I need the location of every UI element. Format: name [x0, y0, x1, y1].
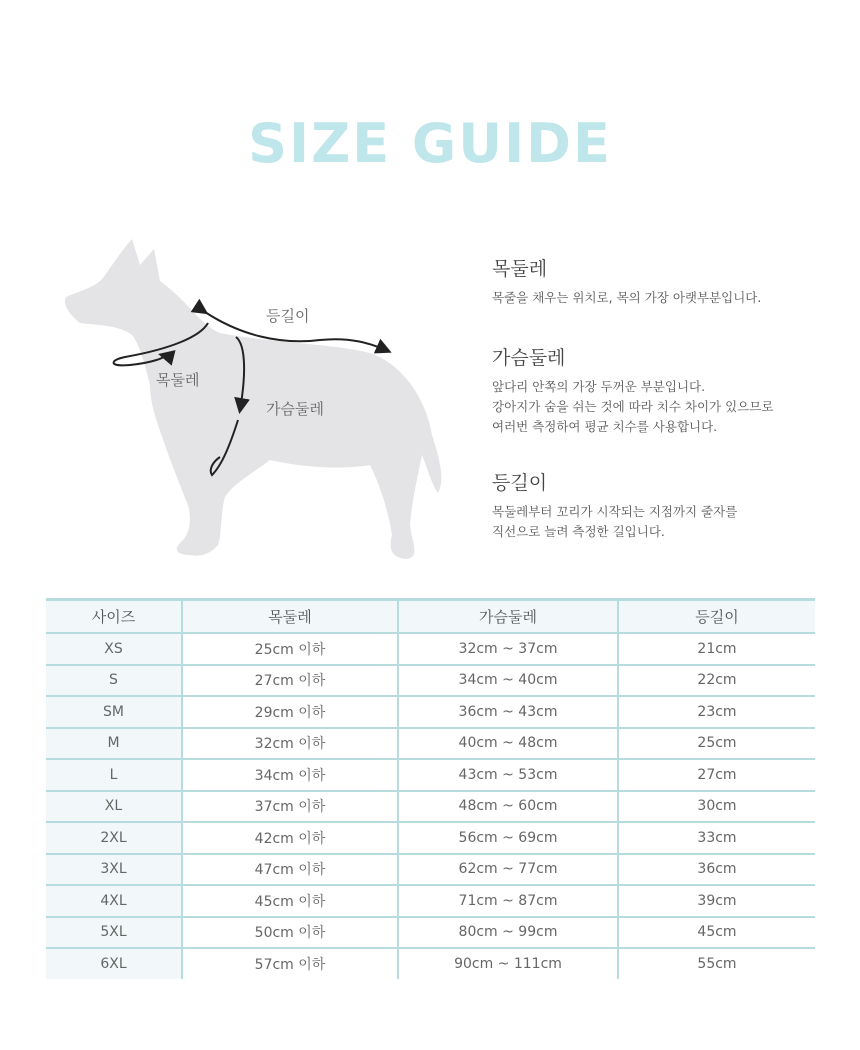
neck-cell: 25cm 이하: [182, 633, 398, 665]
size-table: [46, 598, 815, 979]
description-neck: [492, 256, 832, 308]
neck-cell: 47cm 이하: [182, 854, 398, 886]
size-cell: 4XL: [46, 885, 182, 917]
description-chest: [492, 345, 832, 437]
description-line: 직선으로 늘려 측정한 길입니다.: [492, 524, 665, 539]
back-length-cell: 22cm: [618, 665, 815, 697]
back-length-cell: 33cm: [618, 822, 815, 854]
chest-cell: 34cm ~ 40cm: [398, 665, 618, 697]
size-cell: 3XL: [46, 854, 182, 886]
chest-cell: 43cm ~ 53cm: [398, 759, 618, 791]
table-row: [46, 696, 815, 728]
neck-cell: 50cm 이하: [182, 917, 398, 949]
header-neck: 목둘레: [182, 600, 398, 634]
size-cell: M: [46, 728, 182, 760]
description-line: 목둘레부터 꼬리가 시작되는 지점까지 줄자를: [492, 504, 738, 519]
size-cell: XS: [46, 633, 182, 665]
table-row: [46, 854, 815, 886]
dog-silhouette: [65, 239, 441, 559]
chest-cell: 48cm ~ 60cm: [398, 791, 618, 823]
description-line: 강아지가 숨을 쉬는 것에 따라 치수 차이가 있으므로: [492, 399, 774, 414]
size-cell: 6XL: [46, 948, 182, 979]
diagram-label-chest: 가슴둘레: [266, 400, 324, 418]
chest-cell: 62cm ~ 77cm: [398, 854, 618, 886]
back-length-cell: 25cm: [618, 728, 815, 760]
neck-cell: 57cm 이하: [182, 948, 398, 979]
back-length-cell: 55cm: [618, 948, 815, 979]
dog-measurement-diagram: [40, 225, 460, 575]
description-heading: 등길이: [492, 472, 548, 494]
diagram-label-back-length: 등길이: [266, 307, 310, 325]
neck-cell: 34cm 이하: [182, 759, 398, 791]
chest-cell: 71cm ~ 87cm: [398, 885, 618, 917]
description-line: 여러번 측정하여 평균 치수를 사용합니다.: [492, 419, 718, 434]
back-length-cell: 36cm: [618, 854, 815, 886]
chest-cell: 90cm ~ 111cm: [398, 948, 618, 979]
back-length-cell: 45cm: [618, 917, 815, 949]
size-cell: 2XL: [46, 822, 182, 854]
page-title: SIZE GUIDE: [248, 112, 612, 175]
chest-cell: 32cm ~ 37cm: [398, 633, 618, 665]
description-heading: 가슴둘레: [492, 347, 566, 369]
size-cell: SM: [46, 696, 182, 728]
chest-cell: 80cm ~ 99cm: [398, 917, 618, 949]
table-row: [46, 633, 815, 665]
neck-cell: 42cm 이하: [182, 822, 398, 854]
description-back-length: [492, 470, 832, 542]
table-row: [46, 885, 815, 917]
size-cell: XL: [46, 791, 182, 823]
description-line: 목줄을 채우는 위치로, 목의 가장 아랫부분입니다.: [492, 290, 762, 305]
chest-cell: 40cm ~ 48cm: [398, 728, 618, 760]
neck-cell: 32cm 이하: [182, 728, 398, 760]
table-row: [46, 917, 815, 949]
table-body: [46, 633, 815, 979]
table-row: [46, 791, 815, 823]
back-length-cell: 21cm: [618, 633, 815, 665]
neck-cell: 29cm 이하: [182, 696, 398, 728]
header-chest: 가슴둘레: [398, 600, 618, 634]
neck-cell: 37cm 이하: [182, 791, 398, 823]
neck-cell: 45cm 이하: [182, 885, 398, 917]
table-row: [46, 759, 815, 791]
description-heading: 목둘레: [492, 258, 548, 280]
table-row: [46, 728, 815, 760]
table-row: [46, 665, 815, 697]
dog-silhouette-illustration: [40, 225, 460, 575]
back-length-cell: 39cm: [618, 885, 815, 917]
header-back-length: 등길이: [618, 600, 815, 634]
diagram-label-neck: 목둘레: [156, 371, 200, 389]
description-line: 앞다리 안쪽의 가장 두꺼운 부분입니다.: [492, 379, 706, 394]
size-table-container: [46, 598, 815, 979]
size-cell: S: [46, 665, 182, 697]
size-cell: 5XL: [46, 917, 182, 949]
back-length-cell: 27cm: [618, 759, 815, 791]
table-row: [46, 948, 815, 979]
table-header-row: [46, 600, 815, 634]
size-cell: L: [46, 759, 182, 791]
back-length-cell: 23cm: [618, 696, 815, 728]
chest-cell: 56cm ~ 69cm: [398, 822, 618, 854]
table-row: [46, 822, 815, 854]
neck-cell: 27cm 이하: [182, 665, 398, 697]
back-length-cell: 30cm: [618, 791, 815, 823]
header-size: 사이즈: [46, 600, 182, 634]
chest-cell: 36cm ~ 43cm: [398, 696, 618, 728]
